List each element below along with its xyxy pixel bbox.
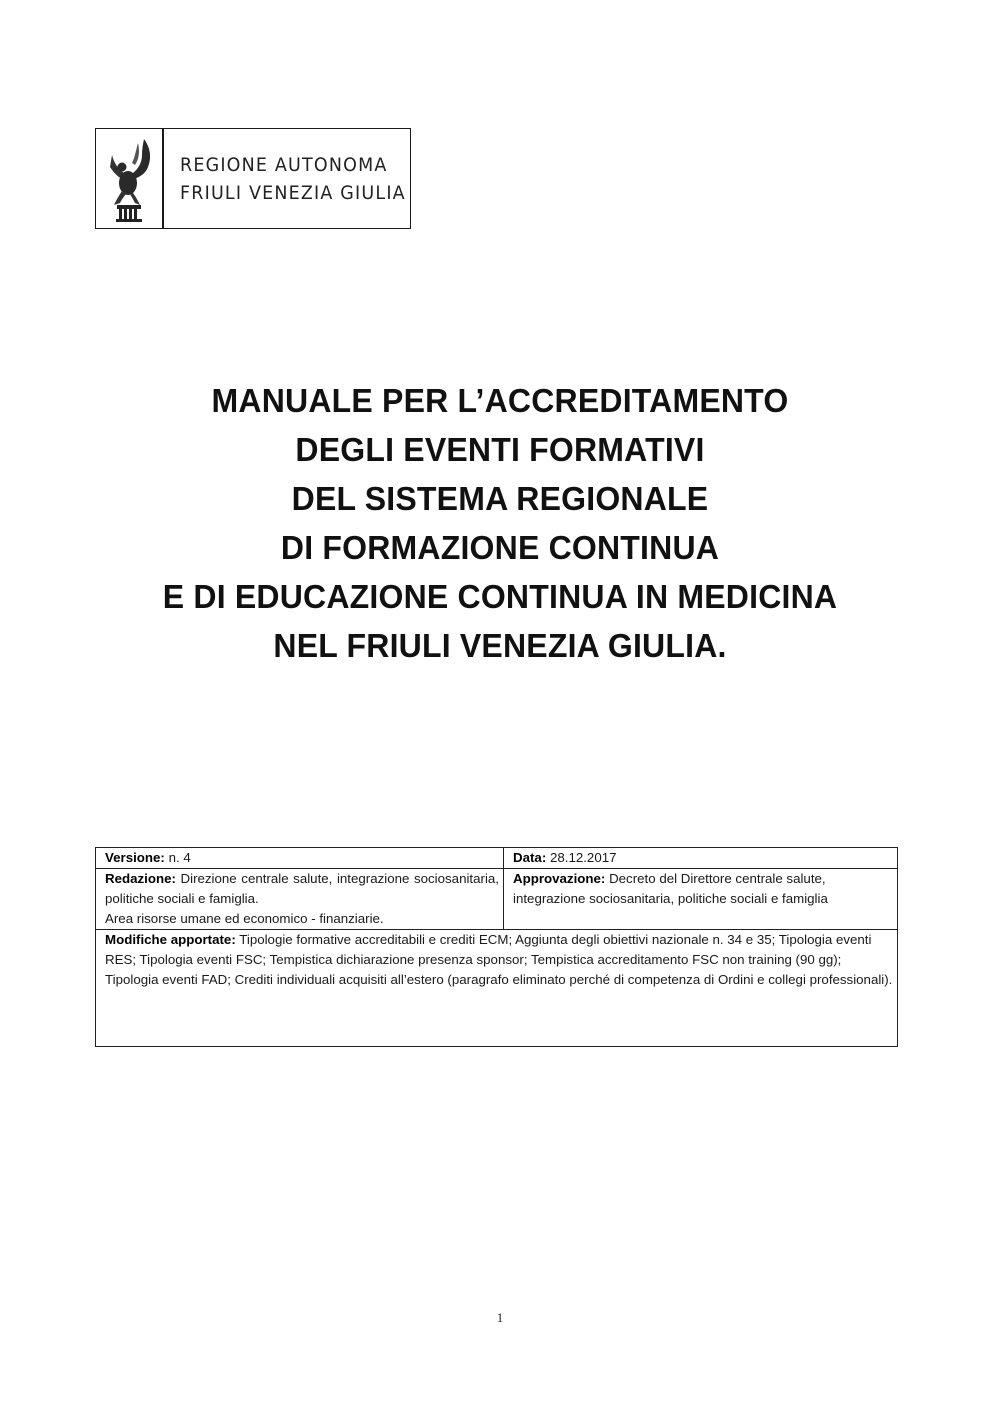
date-value: 28.12.2017 (549, 850, 617, 865)
region-logo (95, 128, 411, 229)
logo-line-2: FRIULI VENEZIA GIULIA (180, 182, 406, 204)
modifiche-cell (96, 930, 898, 1047)
logo-text (180, 151, 406, 207)
table-row (96, 869, 898, 930)
title-line-2: DEGLI EVENTI FORMATIVI (295, 431, 705, 468)
redazione-area: Area risorse umane ed economico - finanziarie. (105, 911, 384, 926)
table-row (96, 848, 898, 869)
version-label: Versione: (105, 850, 165, 865)
modifiche-text: Tipologie formative accreditabili e crediti ECM; Aggiunta degli obiettivi nazionale n. 34 e 35; Tipologia eventi RES; Tipologia eventi FSC; Tempistica dichiarazione presenza sponsor; Tempistica accreditamento FSC non training (90 gg); Tipologia eventi FAD; Crediti individuali acquisiti all’estero (paragrafo eliminato perché di competenza di Ordini e collegi professionali). (105, 932, 893, 987)
title-line-3: DEL SISTEMA REGIONALE (291, 480, 709, 517)
redazione-text: Direzione centrale salute, integrazione sociosanitaria, politiche sociali e famiglia. (105, 871, 499, 906)
redazione-cell (96, 869, 504, 930)
title-line-4: DI FORMAZIONE CONTINUA (280, 529, 720, 566)
document-title (0, 376, 1000, 670)
redazione-label: Redazione: (105, 871, 176, 886)
table-row (96, 930, 898, 1047)
logo-line-1: REGIONE AUTONOMA (180, 154, 388, 176)
logo-divider (162, 129, 164, 228)
modifiche-label: Modifiche apportate: (105, 932, 236, 947)
page-number: 1 (496, 1310, 504, 1325)
date-cell (504, 848, 898, 869)
title-line-5: E DI EDUCAZIONE CONTINUA IN MEDICINA (162, 578, 838, 615)
approvazione-label: Approvazione: (513, 871, 606, 886)
version-cell (96, 848, 504, 869)
document-info-table (95, 847, 898, 1047)
approvazione-cell (504, 869, 898, 930)
eagle-emblem-icon (100, 133, 158, 223)
version-value: n. 4 (168, 850, 191, 865)
title-line-6: NEL FRIULI VENEZIA GIULIA. (273, 627, 727, 664)
approvazione-text: Decreto del Direttore centrale salute, integrazione sociosanitaria, politiche sociali e famiglia (513, 871, 828, 906)
date-label: Data: (513, 850, 547, 865)
title-line-1: MANUALE PER L’ACCREDITAMENTO (211, 382, 789, 419)
redazione-paragraph (105, 869, 499, 909)
